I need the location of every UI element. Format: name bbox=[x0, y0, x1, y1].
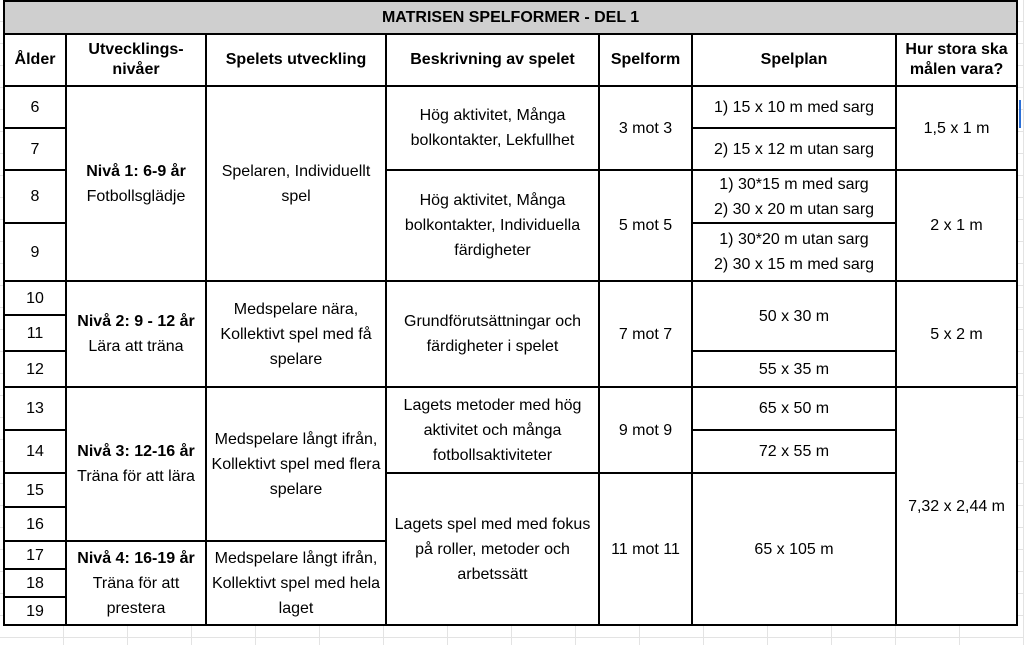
development-cell: Spelaren, Individuellt spel bbox=[206, 86, 386, 281]
age-cell: 16 bbox=[4, 507, 66, 541]
description-cell: Lagets metoder med hög aktivitet och många fotbollsaktiviteter bbox=[386, 387, 599, 473]
age-cell: 18 bbox=[4, 569, 66, 597]
goal-cell: 5 x 2 m bbox=[896, 281, 1017, 387]
level-cell-4 bbox=[66, 541, 206, 625]
level-cell-2 bbox=[66, 281, 206, 387]
goal-cell: 1,5 x 1 m bbox=[896, 86, 1017, 170]
age-cell: 8 bbox=[4, 170, 66, 223]
pitch-cell: 55 x 35 m bbox=[692, 351, 896, 387]
form-cell: 11 mot 11 bbox=[599, 473, 692, 625]
pitch-cell: 50 x 30 m bbox=[692, 281, 896, 351]
level-title: Nivå 3: 12-16 år bbox=[77, 443, 195, 460]
level-text: Träna för att lära bbox=[77, 468, 195, 485]
form-cell: 9 mot 9 bbox=[599, 387, 692, 473]
header-alder: Ålder bbox=[4, 34, 66, 86]
level-title: Nivå 2: 9 - 12 år bbox=[77, 313, 195, 330]
level-text: Fotbollsglädje bbox=[86, 187, 186, 205]
age-cell: 11 bbox=[4, 315, 66, 351]
goal-cell: 2 x 1 m bbox=[896, 170, 1017, 281]
description-cell: Grundförutsättningar och färdigheter i spelet bbox=[386, 281, 599, 387]
header-spelplan: Spelplan bbox=[692, 34, 896, 86]
pitch-cell bbox=[692, 170, 896, 223]
level-text: Lära att träna bbox=[88, 338, 184, 355]
form-cell: 7 mot 7 bbox=[599, 281, 692, 387]
header-beskrivning: Beskrivning av spelet bbox=[386, 34, 599, 86]
pitch-line: 1) 30*15 m med sarg bbox=[719, 175, 869, 193]
pitch-cell: 65 x 50 m bbox=[692, 387, 896, 430]
age-cell: 13 bbox=[4, 387, 66, 430]
pitch-line: 2) 30 x 20 m utan sarg bbox=[713, 200, 875, 218]
table-title: MATRISEN SPELFORMER - DEL 1 bbox=[4, 1, 1017, 34]
level-cell-1 bbox=[66, 86, 206, 281]
pitch-cell: 2) 15 x 12 m utan sarg bbox=[692, 128, 896, 170]
age-cell: 14 bbox=[4, 430, 66, 473]
selected-cell-edge bbox=[1019, 100, 1024, 128]
goal-cell: 7,32 x 2,44 m bbox=[896, 387, 1017, 625]
level-text: Träna för att prestera bbox=[92, 574, 180, 617]
development-cell: Medspelare långt ifrån, Kollektivt spel med flera spelare bbox=[206, 387, 386, 541]
pitch-cell: 1) 15 x 10 m med sarg bbox=[692, 86, 896, 128]
age-cell: 19 bbox=[4, 597, 66, 625]
age-cell: 9 bbox=[4, 223, 66, 281]
form-cell: 5 mot 5 bbox=[599, 170, 692, 281]
description-cell: Hög aktivitet, Många bolkontakter, Lekfullhet bbox=[386, 86, 599, 170]
description-cell: Hög aktivitet, Många bolkontakter, Individuella färdigheter bbox=[386, 170, 599, 281]
pitch-line: 2) 30 x 15 m med sarg bbox=[713, 256, 875, 273]
header-malstorlek: Hur stora ska målen vara? bbox=[896, 34, 1017, 86]
age-cell: 17 bbox=[4, 541, 66, 569]
level-title: Nivå 4: 16-19 år bbox=[77, 549, 195, 567]
age-cell: 12 bbox=[4, 351, 66, 387]
header-utvecklingsnivaer: Utvecklings-nivåer bbox=[66, 34, 206, 86]
description-cell: Lagets spel med med fokus på roller, metoder och arbetssätt bbox=[386, 473, 599, 625]
pitch-cell bbox=[692, 223, 896, 281]
form-cell: 3 mot 3 bbox=[599, 86, 692, 170]
header-spelets-utveckling: Spelets utveckling bbox=[206, 34, 386, 86]
age-cell: 7 bbox=[4, 128, 66, 170]
age-cell: 6 bbox=[4, 86, 66, 128]
age-cell: 10 bbox=[4, 281, 66, 315]
pitch-cell: 65 x 105 m bbox=[692, 473, 896, 625]
level-cell-3 bbox=[66, 387, 206, 541]
development-cell: Medspelare långt ifrån, Kollektivt spel med hela laget bbox=[206, 541, 386, 625]
pitch-line: 1) 30*20 m utan sarg bbox=[719, 231, 869, 248]
spelformer-matrix-table bbox=[3, 0, 1018, 626]
header-spelform: Spelform bbox=[599, 34, 692, 86]
pitch-cell: 72 x 55 m bbox=[692, 430, 896, 473]
level-title: Nivå 1: 6-9 år bbox=[86, 162, 186, 180]
development-cell: Medspelare nära, Kollektivt spel med få spelare bbox=[206, 281, 386, 387]
age-cell: 15 bbox=[4, 473, 66, 507]
